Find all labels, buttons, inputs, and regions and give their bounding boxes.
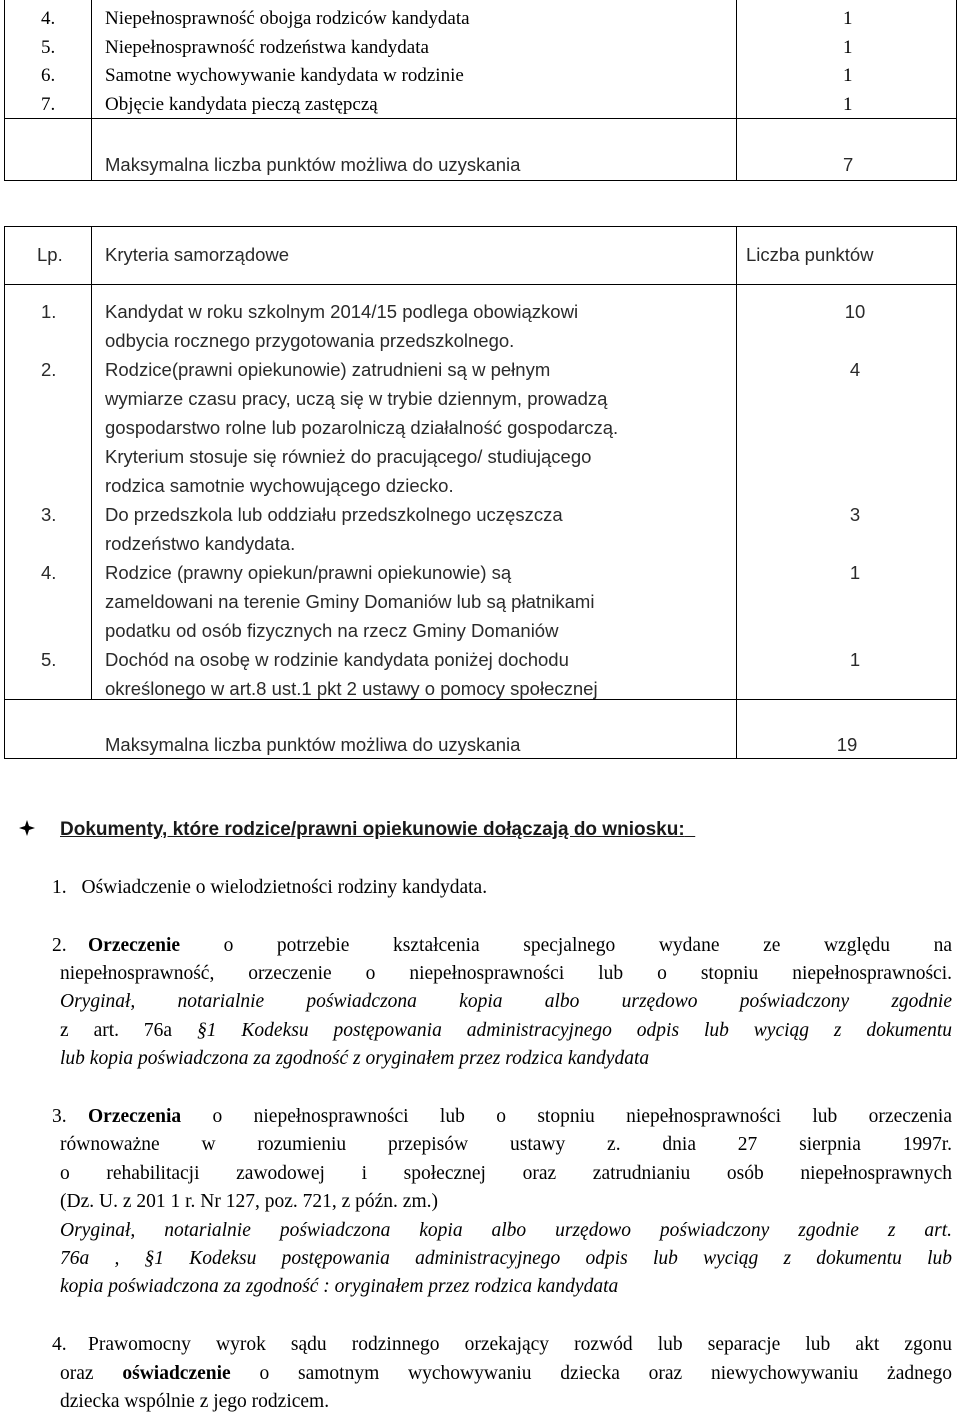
list-item-line: o rehabilitacji zawodowej i społecznej oraz zatrudnianiu osób niepełnosprawnych [60, 1163, 952, 1184]
row-number: 3. [41, 504, 57, 525]
italic-run: kopia poświadczona za zgodność : oryginałem przez rodzica kandydata [60, 1276, 619, 1297]
row-criterion: Samotne wychowywanie kandydata w rodzinie [105, 65, 464, 86]
list-item-number: 1. [52, 877, 67, 898]
bold-term: oświadczenie [122, 1363, 231, 1384]
total-points: 19 [836, 734, 858, 755]
row-number: 5. [41, 37, 56, 58]
criterion-line: gospodarstwo rolne lub pozarolniczą działalność gospodarczą. [105, 417, 619, 438]
criterion-line: rodzica samotnie wychowującego dziecko. [105, 475, 454, 496]
list-item-line [60, 988, 952, 1017]
criterion-line: Dochód na osobę w rodzinie kandydata poniżej dochodu [105, 649, 569, 670]
row-criterion [105, 500, 715, 558]
list-item-line [60, 1273, 952, 1302]
list-item-line: niepełnosprawność, orzeczenie o niepełnosprawności lub o stopniu niepełnosprawności. [60, 963, 952, 984]
text-run: o samotnym wychowywaniu dziecka oraz niewychowywaniu żadnego [259, 1363, 953, 1384]
row-criterion [105, 297, 715, 355]
row-criterion: Niepełnosprawność rodzeństwa kandydata [105, 37, 429, 58]
documents-heading [18, 816, 695, 846]
list-item [52, 874, 487, 903]
header-points: Liczba punktów [746, 244, 874, 265]
criterion-line: Rodzice(prawni opiekunowie) zatrudnieni są w pełnym [105, 359, 551, 380]
list-item-number: 4. [52, 1334, 67, 1355]
table-row [5, 62, 956, 90]
list-item-line: Prawomocny wyrok sądu rodzinnego orzekający rozwód lub separacje lub akt zgonu [88, 1334, 952, 1355]
table-row [5, 5, 956, 33]
table-total-row [5, 730, 956, 759]
list-item-line: równoważne w rozumieniu przepisów ustawy z. dnia 27 sierpnia 1997r. [60, 1134, 952, 1155]
criterion-line: rodzeństwo kandydata. [105, 533, 296, 554]
bold-term: Orzeczenia [88, 1106, 182, 1127]
header-criteria: Kryteria samorządowe [105, 244, 290, 265]
row-number: 2. [41, 359, 57, 380]
list-item-line [60, 1360, 952, 1389]
row-points: 1 [843, 94, 853, 115]
row-points: 10 [844, 301, 866, 322]
row-number: 4. [41, 8, 56, 29]
table-local-criteria [4, 226, 957, 759]
documents-heading-text: Dokumenty, które rodzice/prawni opiekunowie dołączają do wniosku: [60, 819, 685, 840]
criterion-line: zameldowani na terenie Gminy Domaniów lub są płatnikami [105, 591, 595, 612]
criterion-line: Do przedszkola lub oddziału przedszkolnego uczęszcza [105, 504, 563, 525]
italic-run: §1 Kodeksu postępowania administracyjnego odpis lub wyciąg z dokumentu [197, 1020, 952, 1041]
row-criterion: Objęcie kandydata pieczą zastępczą [105, 94, 378, 115]
criterion-line: Rodzice (prawny opiekun/prawni opiekunowie) są [105, 562, 512, 583]
total-label: Maksymalna liczba punktów możliwa do uzyskania [105, 154, 521, 175]
criterion-line: określonego w art.8 ust.1 pkt 2 ustawy o pomocy społecznej [105, 678, 598, 699]
criterion-line: Kryterium stosuje się również do pracującego/ studiującego [105, 446, 592, 467]
table-row [5, 34, 956, 62]
italic-run: Oryginał, notarialnie poświadczona kopia albo urzędowo poświadczony zgodnie z art. [60, 1220, 952, 1241]
list-item-line [88, 1103, 952, 1132]
list-item-line: dziecka wspólnie z jego rodzicem. [60, 1391, 330, 1412]
criterion-line: odbycia rocznego przygotowania przedszkolnego. [105, 330, 515, 351]
table-row [5, 91, 956, 119]
bold-term: Orzeczenie [88, 935, 181, 956]
row-points: 1 [849, 562, 861, 583]
list-item-line: (Dz. U. z 201 1 r. Nr 127, poz. 721, z późn. zm.) [60, 1191, 438, 1212]
table-header [5, 240, 956, 269]
list-item-text: Oświadczenie o wielodzietności rodziny kandydata. [81, 877, 488, 898]
text-run: o niepełnosprawności lub o stopniu niepełnosprawności lub orzeczenia [212, 1106, 953, 1127]
text-run: o potrzebie kształcenia specjalnego wydane ze względu na [223, 935, 952, 956]
row-criterion [105, 645, 715, 703]
row-points: 1 [843, 65, 853, 86]
italic-run: Oryginał, notarialnie poświadczona kopia albo urzędowo poświadczony zgodnie [60, 991, 952, 1012]
row-points: 1 [843, 37, 853, 58]
criterion-line: wymiarze czasu pracy, uczą się w trybie dziennym, prowadzą [105, 388, 608, 409]
criterion-line: Kandydat w roku szkolnym 2014/15 podlega obowiązkowi [105, 301, 579, 322]
row-number: 5. [41, 649, 57, 670]
row-number: 7. [41, 94, 56, 115]
total-points: 7 [843, 154, 854, 175]
row-points: 1 [843, 8, 853, 29]
italic-run: lub kopia poświadczona za zgodność z oryginałem przez rodzica kandydata [60, 1048, 650, 1069]
row-number: 4. [41, 562, 57, 583]
row-number: 6. [41, 65, 56, 86]
list-item-line [60, 1217, 952, 1246]
row-criterion [105, 558, 715, 645]
criterion-line: podatku od osób fizycznych na rzecz Gminy Domaniów [105, 620, 559, 641]
table-total-row [5, 151, 956, 179]
total-label: Maksymalna liczba punktów możliwa do uzyskania [105, 734, 521, 755]
row-points: 4 [849, 359, 861, 380]
header-lp: Lp. [37, 244, 63, 265]
list-item-line [88, 932, 952, 961]
text-run: z art. 76a [60, 1020, 173, 1041]
list-item-number: 3. [52, 1106, 67, 1127]
row-criterion: Niepełnosprawność obojga rodziców kandydata [105, 8, 470, 29]
row-number: 1. [41, 301, 57, 322]
text-run: oraz [60, 1363, 94, 1384]
table-family-criteria [4, 0, 957, 181]
row-points: 3 [849, 504, 861, 525]
diamond-bullet-icon [18, 818, 38, 846]
list-item-number: 2. [52, 935, 67, 956]
list-item-line [60, 1045, 952, 1074]
row-points: 1 [849, 649, 861, 670]
list-item-line [60, 1245, 952, 1274]
row-criterion [105, 355, 715, 500]
list-item-line [60, 1017, 952, 1046]
italic-run: 76a , §1 Kodeksu postępowania administracyjnego odpis lub wyciąg z dokumentu lub [60, 1248, 952, 1269]
